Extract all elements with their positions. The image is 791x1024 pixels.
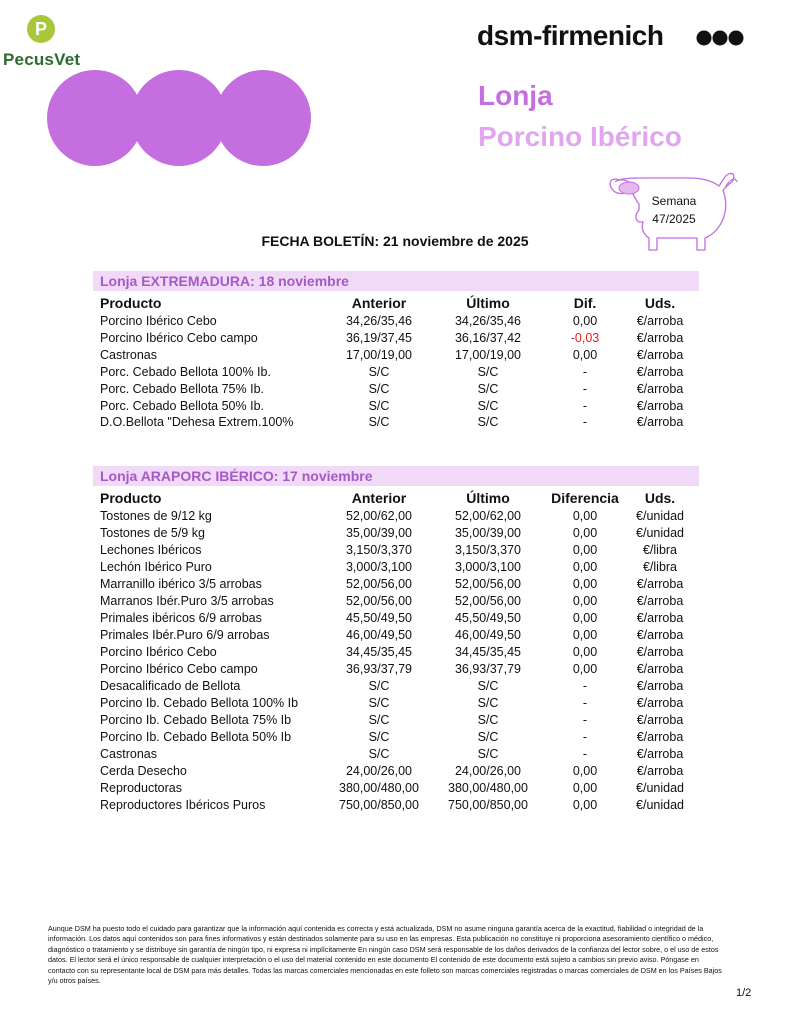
cell-ultimo: 52,00/62,00 [454,509,522,523]
table-row [0,713,791,729]
table-row [0,696,791,712]
cell-uds: €/arroba [636,381,684,396]
cell-diferencia: - [582,381,588,396]
cell-ultimo: S/C [477,713,499,727]
cell-ultimo: 45,50/49,50 [454,611,522,625]
cell-uds: €/arroba [636,611,684,625]
cell-producto: Porcino Ib. Cebado Bellota 50% Ib [100,730,292,744]
table-araporc-title: Lonja ARAPORC IBÉRICO: 17 noviembre [100,468,373,484]
week-value: 47/2025 [652,212,696,226]
cell-ultimo: 52,00/56,00 [454,594,522,608]
cell-producto: Tostones de 9/12 kg [100,509,212,523]
pecusvet-logo-icon [26,14,56,44]
cell-producto: Porc. Cebado Bellota 100% Ib. [100,364,271,379]
cell-uds: €/arroba [636,696,684,710]
cell-ultimo: 24,00/26,00 [454,764,522,778]
cell-ultimo: S/C [477,398,499,413]
cell-ultimo: 380,00/480,00 [448,781,528,795]
cell-uds: €/unidad [636,781,684,795]
table-row [0,662,791,678]
cell-producto: Reproductores Ibéricos Puros [100,798,266,812]
cell-uds: €/arroba [636,764,684,778]
cell-ultimo: S/C [477,679,499,693]
col-ultimo: Último [466,490,510,506]
cell-anterior: S/C [368,415,390,430]
decorative-circle [131,70,227,166]
cell-ultimo: S/C [477,747,499,761]
cell-uds: €/arroba [636,628,684,642]
cell-diferencia: 0,00 [572,764,598,778]
cell-producto: Desacalificado de Bellota [100,679,241,693]
cell-producto: D.O.Bellota "Dehesa Extrem.100% [100,415,294,430]
table-row [0,730,791,746]
cell-diferencia: 0,00 [572,509,598,523]
dsm-dots-icon [696,30,744,46]
cell-anterior: 52,00/56,00 [345,594,413,608]
table-row [0,365,791,381]
cell-diferencia: - [582,713,588,727]
cell-anterior: 24,00/26,00 [345,764,413,778]
table-row [0,594,791,610]
cell-anterior: S/C [368,747,390,761]
page-subtitle: Porcino Ibérico [478,121,682,152]
cell-producto: Porcino Ibérico Cebo campo [100,330,258,345]
col-dif: Dif. [573,295,597,311]
cell-uds: €/arroba [636,662,684,676]
cell-uds: €/unidad [636,798,684,812]
cell-uds: €/arroba [636,594,684,608]
cell-uds: €/arroba [636,679,684,693]
cell-ultimo: S/C [477,730,499,744]
cell-producto: Tostones de 5/9 kg [100,526,205,540]
cell-uds: €/arroba [636,747,684,761]
cell-uds: €/arroba [636,364,684,379]
cell-diferencia: - [582,415,588,430]
cell-diferencia: 0,00 [572,645,598,659]
col-diferencia: Diferencia [551,490,619,506]
cell-producto: Porcino Ibérico Cebo campo [100,662,258,676]
cell-producto: Porcino Ibérico Cebo [100,645,217,659]
cell-diferencia: 0,00 [572,577,598,591]
cell-uds: €/arroba [636,398,684,413]
cell-producto: Primales Ibér.Puro 6/9 arrobas [100,628,270,642]
col-producto: Producto [100,295,162,311]
cell-anterior: 52,00/62,00 [345,509,413,523]
cell-anterior: S/C [368,381,390,396]
cell-anterior: 35,00/39,00 [345,526,413,540]
cell-ultimo: 46,00/49,50 [454,628,522,642]
cell-ultimo: 17,00/19,00 [454,347,522,362]
cell-anterior: 17,00/19,00 [345,347,413,362]
cell-uds: €/libra [642,560,678,574]
cell-uds: €/libra [642,543,678,557]
cell-ultimo: S/C [477,696,499,710]
cell-ultimo: 52,00/56,00 [454,577,522,591]
cell-producto: Reproductoras [100,781,182,795]
table-row [0,764,791,780]
cell-diferencia: - [582,679,588,693]
cell-producto: Marranos Ibér.Puro 3/5 arrobas [100,594,274,608]
cell-uds: €/arroba [636,415,684,430]
cell-anterior: 46,00/49,50 [345,628,413,642]
cell-anterior: 36,93/37,79 [345,662,413,676]
cell-uds: €/unidad [636,526,684,540]
cell-producto: Porc. Cebado Bellota 50% Ib. [100,398,264,413]
table-row [0,399,791,415]
table-row [0,645,791,661]
cell-ultimo: 34,45/35,45 [454,645,522,659]
cell-diferencia: 0,00 [572,662,598,676]
cell-uds: €/arroba [636,347,684,362]
table-row [0,543,791,559]
cell-producto: Castronas [100,347,157,362]
col-producto: Producto [100,490,162,506]
cell-uds: €/arroba [636,330,684,345]
cell-ultimo: 36,93/37,79 [454,662,522,676]
cell-ultimo: S/C [477,415,499,430]
cell-diferencia: - [582,730,588,744]
cell-producto: Porc. Cebado Bellota 75% Ib. [100,381,264,396]
cell-ultimo: 35,00/39,00 [454,526,522,540]
table-row [0,577,791,593]
cell-uds: €/unidad [636,509,684,523]
table-row [0,331,791,347]
pecusvet-mark-letter: P [34,19,48,39]
cell-ultimo: 3,000/3,100 [454,560,522,574]
cell-ultimo: 36,16/37,42 [454,330,522,345]
cell-ultimo: 34,26/35,46 [454,314,522,328]
pecusvet-logo-text: PecusVet [3,50,81,69]
cell-producto: Primales ibéricos 6/9 arrobas [100,611,262,625]
bulletin-date: FECHA BOLETÍN: 21 noviembre de 2025 [261,233,529,249]
cell-anterior: S/C [368,696,390,710]
table-row [0,611,791,627]
cell-diferencia: 0,00 [572,560,598,574]
cell-diferencia: 0,00 [572,314,598,328]
col-anterior: Anterior [351,295,407,311]
table-row [0,348,791,364]
page-title: Lonja [478,80,553,111]
cell-anterior: 34,26/35,46 [345,314,413,328]
cell-anterior: 45,50/49,50 [345,611,413,625]
cell-ultimo: 3,150/3,370 [454,543,522,557]
cell-diferencia: - [582,398,588,413]
table-araporc-header [0,490,791,506]
cell-anterior: 52,00/56,00 [345,577,413,591]
table-extremadura-header [0,295,791,311]
table-row [0,747,791,763]
cell-uds: €/arroba [636,730,684,744]
cell-diferencia: - [582,696,588,710]
week-label: Semana [651,194,697,208]
table-row [0,628,791,644]
cell-producto: Cerda Desecho [100,764,187,778]
cell-diferencia: 0,00 [572,526,598,540]
cell-anterior: 3,150/3,370 [345,543,413,557]
table-row [0,314,791,330]
col-anterior: Anterior [351,490,407,506]
table-row [0,382,791,398]
cell-producto: Castronas [100,747,157,761]
decorative-circle [215,70,311,166]
cell-producto: Porcino Ib. Cebado Bellota 75% Ib [100,713,292,727]
table-row [0,415,791,431]
table-row [0,781,791,797]
cell-diferencia: 0,00 [572,611,598,625]
cell-diferencia: 0,00 [572,628,598,642]
cell-producto: Lechones Ibéricos [100,543,202,557]
cell-anterior: 380,00/480,00 [339,781,419,795]
cell-anterior: 750,00/850,00 [339,798,419,812]
col-ultimo: Último [466,295,510,311]
decorative-circle [47,70,143,166]
cell-diferencia: 0,00 [572,543,598,557]
cell-anterior: S/C [368,730,390,744]
cell-anterior: S/C [368,679,390,693]
cell-uds: €/arroba [636,645,684,659]
table-row [0,798,791,814]
cell-diferencia: 0,00 [572,594,598,608]
table-row [0,679,791,695]
col-uds: Uds. [644,490,676,506]
table-extremadura-title: Lonja EXTREMADURA: 18 noviembre [100,273,349,289]
cell-ultimo: S/C [477,381,499,396]
cell-anterior: 36,19/37,45 [345,330,413,345]
cell-ultimo: S/C [477,364,499,379]
cell-anterior: 34,45/35,45 [345,645,413,659]
cell-ultimo: 750,00/850,00 [448,798,528,812]
cell-anterior: S/C [368,364,390,379]
cell-producto: Lechón Ibérico Puro [100,560,212,574]
dsm-firmenich-logo-text: dsm-firmenich [477,20,664,51]
page-number: 1/2 [736,987,752,999]
cell-uds: €/arroba [636,577,684,591]
cell-producto: Porcino Ib. Cebado Bellota 100% Ib [100,696,299,710]
cell-producto: Porcino Ibérico Cebo [100,314,217,328]
disclaimer-text: Aunque DSM ha puesto todo el cuidado para garantizar que la información aquí contenida es correcta y está actualizada, DSM no asume ninguna garantía acerca de la exactitud, fiabilidad o integridad de la información. Los datos aquí contenidos son para fines informativos y están destinados solamente para su uso en las empresas. Esta publicación no constituye ni proporciona asesoramiento científico o médico, diagnóstico o tratamiento y se distribuye sin garantía de ningún tipo, ni expresa ni implícitamente En ningún caso DSM será responsable de los daños derivados de la confianza del lector sobre, o el uso de estos datos. El lector será el único responsable de cualquier interpretación o el uso del material contenido en este documento El contenido de este documento está sujeto a cambios sin previo aviso. Póngase en contacto con su representante local de DSM para más detalles. Todas las marcas comerciales mencionadas en este folleto son marcas comerciales registradas o marcas comerciales de DSM en los Países Bajos y/u otros países. [48,924,722,986]
table-row [0,526,791,542]
cell-anterior: 3,000/3,100 [345,560,413,574]
cell-diferencia: - [582,364,588,379]
cell-diferencia: - [582,747,588,761]
cell-anterior: S/C [368,713,390,727]
cell-producto: Marranillo ibérico 3/5 arrobas [100,577,262,591]
table-row [0,560,791,576]
cell-diferencia: -0,03 [570,330,600,345]
col-uds: Uds. [644,295,676,311]
cell-anterior: S/C [368,398,390,413]
cell-diferencia: 0,00 [572,347,598,362]
cell-diferencia: 0,00 [572,798,598,812]
cell-diferencia: 0,00 [572,781,598,795]
table-row [0,509,791,525]
cell-uds: €/arroba [636,314,684,328]
cell-uds: €/arroba [636,713,684,727]
